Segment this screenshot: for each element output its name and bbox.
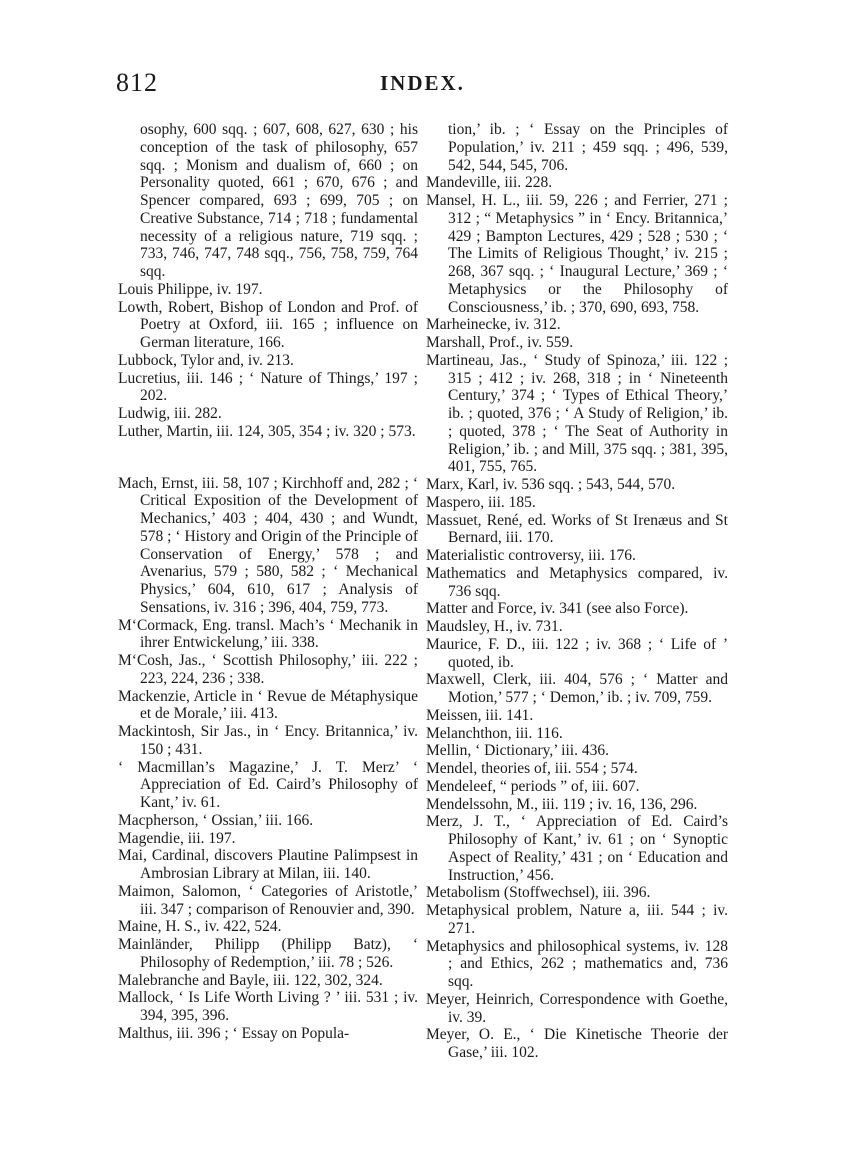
index-entry: Maurice, F. D., iii. 122 ; iv. 368 ; ‘ Life of ’ quoted, ib. — [426, 635, 728, 671]
index-entry: tion,’ ib. ; ‘ Essay on the Principles of Population,’ iv. 211 ; 459 sqq. ; 496, 539, 542, 544, 545, 706. — [448, 121, 728, 174]
index-entry: Massuet, René, ed. Works of St Irenæus and St Bernard, iii. 170. — [426, 511, 728, 547]
index-entry: Lucretius, iii. 146 ; ‘ Nature of Things,’ 197 ; 202. — [118, 369, 418, 405]
index-entry: Macpherson, ‘ Ossian,’ iii. 166. — [118, 811, 314, 829]
index-entry: Martineau, Jas., ‘ Study of Spinoza,’ iii. 122 ; 315 ; 412 ; iv. 268, 318 ; in ‘ Nineteenth Century,’ 374 ; ‘ Types of Ethical Theory,’ ib. ; quoted, 376 ; ‘ A Study of Religion,’ ib. ; quoted, 378 ; ‘ The Seat of Authority in Religion,’ ib. ; and Mill, 375 sqq. ; 381, 395, 401, 755, 765. — [426, 351, 728, 476]
index-entry: Meissen, iii. 141. — [426, 706, 534, 724]
index-entry: Meyer, O. E., ‘ Die Kinetische Theorie der Gase,’ iii. 102. — [426, 1026, 728, 1061]
index-entry: Mendelssohn, M., iii. 119 ; iv. 16, 136, 296. — [426, 795, 698, 813]
index-entry: Merz, J. T., ‘ Appreciation of Ed. Caird’s Philosophy of Kant,’ iv. 61 ; on ‘ Synoptic Aspect of Reality,’ 431 ; on ‘ Education and Instruction,’ 456. — [426, 813, 728, 884]
index-entry: Maimon, Salomon, ‘ Categories of Aristotle,’ iii. 347 ; comparison of Renouvier and, 390. — [118, 882, 418, 918]
index-entry: Malebranche and Bayle, iii. 122, 302, 324. — [118, 971, 383, 989]
index-entry: Mai, Cardinal, discovers Plautine Palimpsest in Ambrosian Library at Milan, iii. 140. — [118, 847, 418, 882]
index-entry: Mellin, ‘ Dictionary,’ iii. 436. — [426, 742, 609, 760]
index-entry: Marshall, Prof., iv. 559. — [426, 334, 574, 351]
index-entry: Metaphysics and philosophical systems, iv. 128 ; and Ethics, 262 ; mathematics and, 736 sqq. — [426, 937, 728, 990]
index-entry: Maine, H. S., iv. 422, 524. — [118, 918, 282, 936]
index-entry: ‘ Macmillan’s Magazine,’ J. T. Merz’ ‘ Appreciation of Ed. Caird’s Philosophy of Kant,’ iv. 61. — [118, 758, 418, 811]
index-entry: Mainländer, Philipp (Philipp Batz), ‘ Philosophy of Redemption,’ iii. 78 ; 526. — [118, 936, 418, 971]
page-number: 812 — [116, 68, 158, 97]
index-entry: Louis Philippe, iv. 197. — [118, 280, 263, 298]
index-entry: Mathematics and Metaphysics compared, iv. 736 sqq. — [426, 564, 728, 600]
index-entry: Magendie, iii. 197. — [118, 829, 236, 847]
index-entry: Mallock, ‘ Is Life Worth Living ? ’ iii. 531 ; iv. 394, 395, 396. — [118, 989, 418, 1024]
index-entry: Malthus, iii. 396 ; ‘ Essay on Popula- — [118, 1024, 350, 1042]
index-entry: Materialistic controversy, iii. 176. — [426, 547, 636, 564]
index-entry: Mendeleef, “ periods ” of, iii. 607. — [426, 777, 640, 795]
index-entry: Maspero, iii. 185. — [426, 493, 536, 511]
index-entry: M‘Cormack, Eng. transl. Mach’s ‘ Mechanik in ihrer Entwickelung,’ iii. 338. — [118, 616, 418, 652]
index-entry: Metabolism (Stoffwechsel), iii. 396. — [426, 884, 651, 902]
index-entry: Metaphysical problem, Nature a, iii. 544 ; iv. 271. — [426, 902, 728, 937]
right-column — [426, 121, 728, 1062]
index-entry: osophy, 600 sqq. ; 607, 608, 627, 630 ; his conception of the task of philosophy, 657 sqq. ; Monism and dualism of, 660 ; on Personality quoted, 661 ; 670, 676 ; and Spencer compared, 693 ; 699, 705 ; on Creative Substance, 714 ; 718 ; fundamental necessity of a religious nature, 719 sqq. ; 733, 746, 747, 748 sqq., 756, 758, 759, 764 sqq. — [140, 121, 418, 280]
index-entry: Melanchthon, iii. 116. — [426, 724, 563, 742]
index-entry: M‘Cosh, Jas., ‘ Scottish Philosophy,’ iii. 222 ; 223, 224, 236 ; 338. — [118, 652, 418, 687]
index-entry: Mendel, theories of, iii. 554 ; 574. — [426, 760, 638, 777]
letter-group-gap — [118, 441, 418, 475]
index-entry: Lowth, Robert, Bishop of London and Prof. of Poetry at Oxford, iii. 165 ; influence on German literature, 166. — [118, 298, 418, 351]
index-entry: Mach, Ernst, iii. 58, 107 ; Kirchhoff and, 282 ; ‘ Critical Exposition of the Development of Mechanics,’ 403 ; 404, 430 ; and Wundt, 578 ; ‘ History and Origin of the Principle of Conservation of Energy,’ 578 ; and Avenarius, 579 ; 580, 582 ; ‘ Mechanical Physics,’ 604, 610, 617 ; Analysis of Sensations, iv. 316 ; 396, 404, 759, 773. — [118, 474, 418, 616]
index-entry: Mackintosh, Sir Jas., in ‘ Ency. Britannica,’ iv. 150 ; 431. — [118, 723, 418, 758]
index-entry: Matter and Force, iv. 341 (see also Force). — [426, 600, 689, 618]
index-entry: Mansel, H. L., iii. 59, 226 ; and Ferrier, 271 ; 312 ; “ Metaphysics ” in ‘ Ency. Britannica,’ 429 ; Bampton Lectures, 429 ; 528 ; 530 ; ‘ The Limits of Religious Thought,’ iv. 215 ; 268, 367 sqq. ; ‘ Inaugural Lecture,’ 369 ; ‘ Metaphysics or the Philosophy of Consciousness,’ ib. ; 370, 690, 693, 758. — [426, 192, 728, 316]
index-entry: Meyer, Heinrich, Correspondence with Goethe, iv. 39. — [426, 990, 728, 1026]
index-entry: Maxwell, Clerk, iii. 404, 576 ; ‘ Matter and Motion,’ 577 ; ‘ Demon,’ ib. ; iv. 709, 759. — [426, 671, 728, 706]
index-entry: Maudsley, H., iv. 731. — [426, 618, 563, 635]
index-entry: Mackenzie, Article in ‘ Revue de Métaphysique et de Morale,’ iii. 413. — [118, 687, 418, 723]
index-entry: Ludwig, iii. 282. — [118, 405, 222, 422]
index-entry: Marheinecke, iv. 312. — [426, 316, 561, 334]
left-column — [118, 121, 418, 1043]
index-entry: Lubbock, Tylor and, iv. 213. — [118, 351, 294, 369]
running-head: INDEX. — [380, 71, 465, 95]
index-entry: Mandeville, iii. 228. — [426, 174, 553, 192]
index-entry: Marx, Karl, iv. 536 sqq. ; 543, 544, 570. — [426, 476, 676, 493]
index-entry: Luther, Martin, iii. 124, 305, 354 ; iv. 320 ; 573. — [118, 422, 416, 440]
